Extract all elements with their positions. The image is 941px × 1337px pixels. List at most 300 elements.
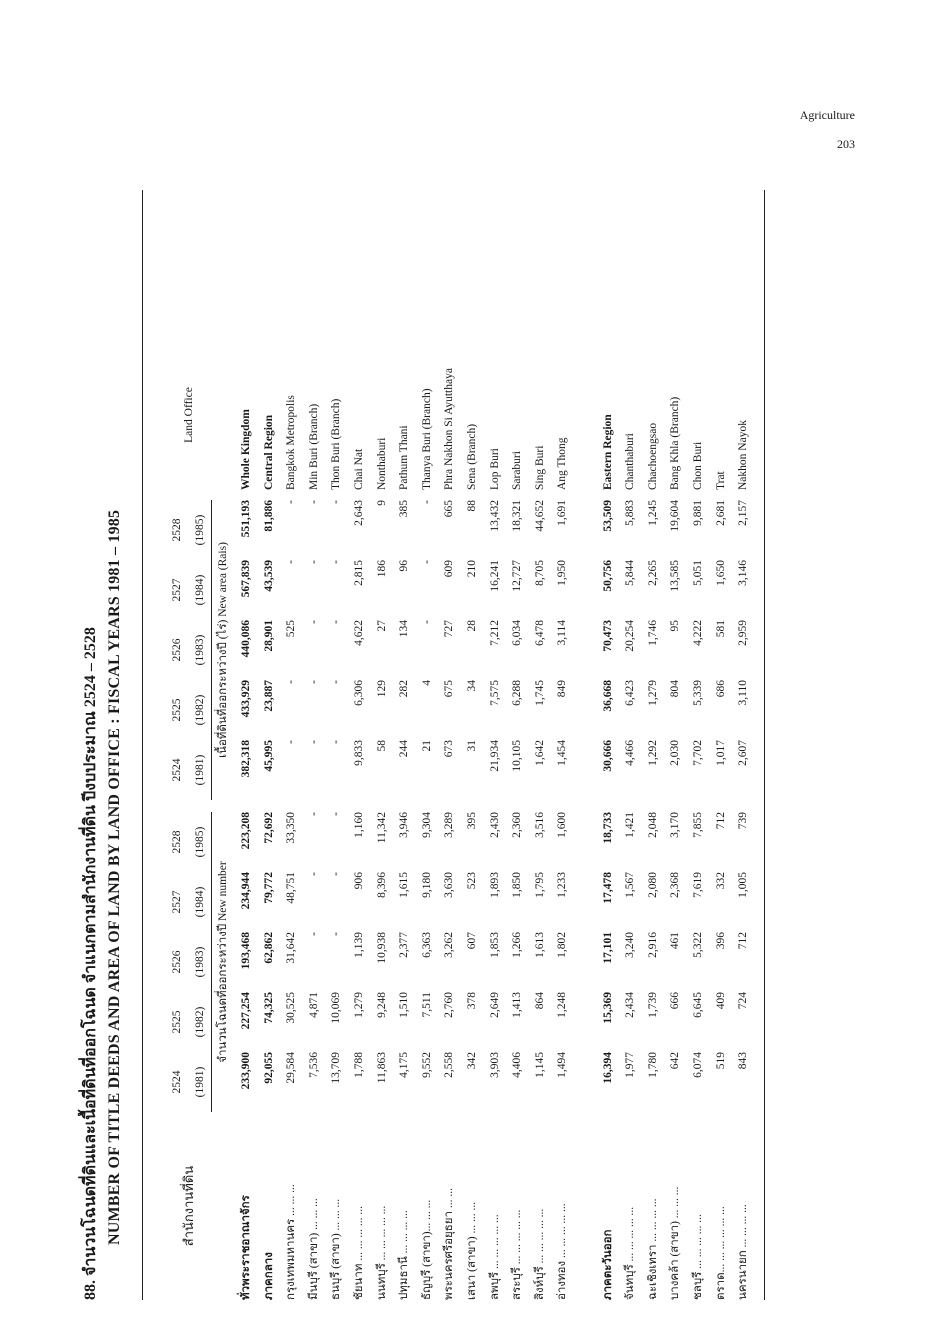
new-area-cell: -	[307, 680, 320, 684]
land-office-english: Bangkok Metropolis	[285, 395, 298, 490]
new-area-cell: 81,886	[262, 500, 275, 532]
new-number-cell: 1,893	[488, 872, 501, 898]
land-office-thai: นนทบุรี ... ... ... ... ...	[375, 1205, 388, 1300]
page-number: 203	[837, 137, 855, 151]
new-number-cell: 2,760	[443, 992, 456, 1018]
new-number-cell: 1,494	[556, 1052, 569, 1078]
new-number-cell: 62,862	[262, 932, 275, 964]
new-area-cell: 34	[466, 680, 479, 692]
year-th: 2524	[171, 1070, 184, 1094]
new-number-cell: 1,780	[646, 1052, 659, 1078]
new-area-cell: 95	[669, 620, 682, 632]
new-number-cell: -	[307, 812, 320, 816]
new-area-cell: 43,539	[262, 560, 275, 592]
land-office-english: Ang Thong	[556, 437, 569, 490]
new-number-cell: 31,642	[285, 932, 298, 964]
new-number-cell: 6,363	[420, 932, 433, 958]
year-ad: (1985)	[193, 826, 206, 858]
table-row	[551, 340, 574, 1300]
new-area-cell: -	[330, 560, 343, 564]
new-number-cell: 7,536	[307, 1052, 320, 1078]
new-area-cell: 18,321	[511, 500, 524, 532]
new-area-cell: -	[420, 560, 433, 564]
new-area-cell: 2,265	[646, 560, 659, 586]
new-number-cell: 332	[714, 872, 727, 890]
land-office-thai: ลพบุรี ... ... ... ... ...	[488, 1214, 501, 1300]
land-office-thai: เสนา (สาขา) ... ... ...	[466, 1201, 479, 1300]
new-area-cell: 1,746	[646, 620, 659, 646]
new-area-cell: 727	[443, 620, 456, 638]
new-area-cell: 134	[398, 620, 411, 638]
new-number-cell: 13,709	[330, 1052, 343, 1084]
new-number-cell: 2,434	[624, 992, 637, 1018]
new-number-cell: 1,510	[398, 992, 411, 1018]
table-row	[325, 340, 348, 1300]
new-number-cell: 2,048	[646, 812, 659, 838]
new-area-cell: 9	[375, 500, 388, 506]
table-title-english: NUMBER OF TITLE DEEDS AND AREA OF LAND BY LAND OFFICE : FISCAL YEARS 1981 – 1985	[106, 509, 123, 1245]
land-office-english: Chachoengsao	[646, 422, 659, 490]
new-area-cell: 2,681	[714, 500, 727, 526]
new-area-cell: 675	[443, 680, 456, 698]
new-number-cell: 1,802	[556, 932, 569, 958]
new-area-cell: 4,622	[353, 620, 366, 646]
year-th: 2527	[171, 578, 184, 602]
new-number-cell: 9,304	[420, 812, 433, 838]
new-number-cell: 3,262	[443, 932, 456, 958]
land-office-english: Sing Buri	[533, 445, 546, 490]
land-office-english: Eastern Region	[601, 414, 614, 490]
land-office-english: Min Buri (Branch)	[307, 403, 320, 490]
new-number-cell: 9,180	[420, 872, 433, 898]
new-area-cell: 686	[714, 680, 727, 698]
land-office-thai: พระนครศรีอยุธยา ... ...	[443, 1187, 456, 1300]
land-office-english: Chai Nat	[353, 448, 366, 490]
land-office-english: Central Region	[262, 414, 275, 490]
year-th: 2527	[171, 890, 184, 914]
table-row	[257, 340, 280, 1300]
land-office-thai: ชัยนาท ... ... ... ... ...	[353, 1206, 366, 1300]
new-number-cell: -	[307, 872, 320, 876]
table-row	[709, 340, 732, 1300]
new-number-cell: -	[330, 872, 343, 876]
new-number-cell: 17,101	[601, 932, 614, 964]
rotated-table-block	[78, 180, 838, 1300]
year-ad: (1982)	[193, 1006, 206, 1038]
new-number-cell: 3,903	[488, 1052, 501, 1078]
land-office-thai: จันทบุรี ... ... ... ... ...	[624, 1206, 637, 1300]
new-number-cell: 10,069	[330, 992, 343, 1024]
land-office-thai: ภาคกลาง	[262, 1252, 275, 1300]
new-number-cell: 72,692	[262, 812, 275, 844]
new-area-cell: 21	[420, 740, 433, 752]
new-area-cell: -	[285, 740, 298, 744]
new-number-cell: 1,421	[624, 812, 637, 838]
new-area-cell: 581	[714, 620, 727, 638]
section-spacer	[574, 340, 597, 1300]
new-area-cell: 567,839	[240, 560, 253, 598]
new-area-cell: -	[420, 620, 433, 624]
new-number-cell: 409	[714, 992, 727, 1010]
new-number-cell: 16,394	[601, 1052, 614, 1084]
new-area-cell: 1,691	[556, 500, 569, 526]
land-office-thai: บางคล้า (สาขา) ... ... ...	[669, 1186, 682, 1300]
new-area-cell: 1,279	[646, 680, 659, 706]
new-number-cell: 74,325	[262, 992, 275, 1024]
new-area-cell: 3,146	[737, 560, 750, 586]
new-area-cell: 1,292	[646, 740, 659, 766]
new-number-cell: -	[330, 932, 343, 936]
new-number-cell: 223,208	[240, 812, 253, 850]
new-area-cell: 849	[556, 680, 569, 698]
new-number-cell: 1,248	[556, 992, 569, 1018]
new-number-cell: 906	[353, 872, 366, 890]
new-number-cell: 1,795	[533, 872, 546, 898]
new-area-cell: 804	[669, 680, 682, 698]
year-ad: (1982)	[193, 694, 206, 726]
year-ad: (1984)	[193, 886, 206, 918]
land-office-english: Thon Buri (Branch)	[330, 398, 343, 490]
new-area-cell: 3,110	[737, 680, 750, 706]
new-number-cell: 4,871	[307, 992, 320, 1018]
header-row-groups	[212, 340, 235, 1300]
new-number-cell: 2,080	[646, 872, 659, 898]
new-area-cell: 70,473	[601, 620, 614, 652]
year-ad: (1984)	[193, 574, 206, 606]
new-area-cell: 609	[443, 560, 456, 578]
land-office-english: Pathum Thani	[398, 425, 411, 490]
new-area-cell: 23,887	[262, 680, 275, 712]
group-header-new-area: เนื้อที่ดินที่ออกระหว่างปี (ไร่) New area (Rais)	[212, 500, 235, 800]
new-area-cell: 6,288	[511, 680, 524, 706]
title-deeds-table	[166, 340, 754, 1300]
new-number-cell: 7,855	[691, 812, 704, 838]
table-row	[619, 340, 642, 1300]
new-area-cell: 1,454	[556, 740, 569, 766]
land-office-english: Saraburi	[511, 451, 524, 490]
table-row	[438, 340, 461, 1300]
new-number-cell: 1,739	[646, 992, 659, 1018]
new-area-cell: -	[330, 740, 343, 744]
table-row	[461, 340, 484, 1300]
new-area-cell: 96	[398, 560, 411, 572]
land-office-english: Bang Khla (Branch)	[669, 396, 682, 490]
new-number-cell: 1,615	[398, 872, 411, 898]
bottom-rule	[764, 190, 765, 1300]
new-number-cell: 739	[737, 812, 750, 830]
new-area-cell: 551,193	[240, 500, 253, 538]
new-number-cell: 15,369	[601, 992, 614, 1024]
table-row	[732, 340, 755, 1300]
new-area-cell: -	[330, 680, 343, 684]
new-number-cell: 342	[466, 1052, 479, 1070]
new-number-cell: 4,406	[511, 1052, 524, 1078]
new-area-cell: 13,432	[488, 500, 501, 532]
new-area-cell: 3,114	[556, 620, 569, 646]
new-area-cell: -	[307, 500, 320, 504]
new-number-cell: 2,430	[488, 812, 501, 838]
land-office-english: Nonthaburi	[375, 437, 388, 490]
new-area-cell: 28,901	[262, 620, 275, 652]
year-ad: (1983)	[193, 634, 206, 666]
new-number-cell: 395	[466, 812, 479, 830]
new-area-cell: 129	[375, 680, 388, 698]
new-number-cell: 1,145	[533, 1052, 546, 1078]
new-number-cell: 3,516	[533, 812, 546, 838]
table-row	[641, 340, 664, 1300]
year-th: 2524	[171, 758, 184, 782]
new-number-cell: 519	[714, 1052, 727, 1070]
year-th: 2526	[171, 950, 184, 974]
new-area-cell: 2,959	[737, 620, 750, 646]
new-area-cell: 12,727	[511, 560, 524, 592]
new-number-cell: 1,853	[488, 932, 501, 958]
new-area-cell: 6,423	[624, 680, 637, 706]
new-number-cell: 30,525	[285, 992, 298, 1024]
new-number-cell: 193,468	[240, 932, 253, 970]
new-number-cell: 2,360	[511, 812, 524, 838]
new-area-cell: 1,650	[714, 560, 727, 586]
new-number-cell: 3,946	[398, 812, 411, 838]
new-area-cell: -	[285, 680, 298, 684]
new-area-cell: 45,995	[262, 740, 275, 772]
new-number-cell: 1,600	[556, 812, 569, 838]
new-number-cell: 234,944	[240, 872, 253, 910]
new-area-cell: 2,815	[353, 560, 366, 586]
top-rule	[142, 190, 143, 1300]
land-office-thai: นครนายก ... ... ... ...	[737, 1204, 750, 1300]
table-row	[348, 340, 371, 1300]
new-area-cell: 1,245	[646, 500, 659, 526]
new-number-cell: 2,558	[443, 1052, 456, 1078]
new-number-cell: 712	[737, 932, 750, 950]
new-number-cell: 396	[714, 932, 727, 950]
new-number-cell: 5,322	[691, 932, 704, 958]
land-office-thai: ชลบุรี ... ... ... ... ...	[691, 1214, 704, 1300]
land-office-thai: ตราด... ... ... ... ... ...	[714, 1206, 727, 1300]
new-area-cell: 8,705	[533, 560, 546, 586]
land-office-thai: กรุงเทพมหานคร ... ... ...	[285, 1184, 298, 1300]
table-row	[687, 340, 710, 1300]
table-row	[664, 340, 687, 1300]
land-office-thai: ทั่วพระราชอาณาจักร	[240, 1195, 253, 1300]
new-number-cell: 712	[714, 812, 727, 830]
table-row	[416, 340, 439, 1300]
table-row	[303, 340, 326, 1300]
new-area-cell: 19,604	[669, 500, 682, 532]
table-row	[596, 340, 619, 1300]
land-office-thai: ภาคตะวันออก	[601, 1229, 614, 1300]
new-area-cell: 53,509	[601, 500, 614, 532]
running-header-section: Agriculture	[799, 108, 855, 122]
new-area-cell: 21,934	[488, 740, 501, 772]
new-area-cell: 5,844	[624, 560, 637, 586]
land-office-thai: สระบุรี ... ... ... ... ...	[511, 1209, 524, 1300]
new-number-cell: 9,248	[375, 992, 388, 1018]
new-number-cell: 1,977	[624, 1052, 637, 1078]
new-number-cell: 642	[669, 1052, 682, 1070]
new-number-cell: 523	[466, 872, 479, 890]
new-number-cell: 2,368	[669, 872, 682, 898]
new-number-cell: 11,342	[375, 812, 388, 844]
new-area-cell: 673	[443, 740, 456, 758]
new-area-cell: 9,881	[691, 500, 704, 526]
new-area-cell: 31	[466, 740, 479, 752]
new-number-cell: 11,863	[375, 1052, 388, 1084]
new-number-cell: 1,279	[353, 992, 366, 1018]
new-area-cell: -	[285, 560, 298, 564]
year-th: 2528	[171, 518, 184, 542]
new-area-cell: -	[307, 740, 320, 744]
new-area-cell: 1,642	[533, 740, 546, 766]
header-row-years-thai	[166, 340, 189, 1300]
new-area-cell: 2,643	[353, 500, 366, 526]
land-office-thai: อ่างทอง ... ... ... ... ...	[556, 1203, 569, 1300]
new-area-cell: 433,929	[240, 680, 253, 718]
table-row	[280, 340, 303, 1300]
new-number-cell: 48,751	[285, 872, 298, 904]
new-area-cell: 4,466	[624, 740, 637, 766]
new-area-cell: -	[330, 500, 343, 504]
land-office-thai: สิงห์บุรี ... ... ... ... ...	[533, 1208, 546, 1300]
year-th: 2526	[171, 638, 184, 662]
new-area-cell: 5,051	[691, 560, 704, 586]
new-number-cell: 9,552	[420, 1052, 433, 1078]
land-office-english: Phra Nakhon Si Ayutthaya	[443, 368, 456, 490]
land-office-english: Chon Buri	[691, 441, 704, 490]
new-area-cell: 382,318	[240, 740, 253, 778]
new-area-cell: 13,585	[669, 560, 682, 592]
new-area-cell: 210	[466, 560, 479, 578]
new-area-cell: 30,666	[601, 740, 614, 772]
new-number-cell: 79,772	[262, 872, 275, 904]
new-area-cell: 1,745	[533, 680, 546, 706]
new-area-cell: 7,212	[488, 620, 501, 646]
new-area-cell: 58	[375, 740, 388, 752]
new-area-cell: -	[330, 620, 343, 624]
table-title-thai: 88. จำนวนโฉนดที่ดินและเนื้อที่ดินที่ออกโฉนด จำแนกตามสำนักงานที่ดิน ปีงบประมาณ 2524 – 2528	[82, 627, 99, 1300]
table-row	[370, 340, 393, 1300]
stub-header-english: Land Office	[182, 387, 195, 443]
table-row	[235, 340, 258, 1300]
new-area-cell: 4,222	[691, 620, 704, 646]
new-area-cell: -	[420, 500, 433, 504]
land-office-thai: ธัญบุรี (สาขา)... ... ...	[420, 1199, 433, 1300]
new-number-cell: 3,289	[443, 812, 456, 838]
new-number-cell: 7,619	[691, 872, 704, 898]
new-number-cell: 1,139	[353, 932, 366, 958]
new-number-cell: 3,630	[443, 872, 456, 898]
new-area-cell: 6,306	[353, 680, 366, 706]
new-number-cell: 8,396	[375, 872, 388, 898]
new-area-cell: 5,339	[691, 680, 704, 706]
land-office-thai: ธนบุรี (สาขา) ... ... ...	[330, 1198, 343, 1300]
new-area-cell: 10,105	[511, 740, 524, 772]
new-area-cell: 9,833	[353, 740, 366, 766]
land-office-english: Nakhon Nayok	[737, 420, 750, 490]
new-area-cell: 28	[466, 620, 479, 632]
new-number-cell: 378	[466, 992, 479, 1010]
year-th: 2528	[171, 830, 184, 854]
year-ad: (1985)	[193, 514, 206, 546]
year-ad: (1981)	[193, 754, 206, 786]
new-area-cell: 244	[398, 740, 411, 758]
new-area-cell: 2,030	[669, 740, 682, 766]
new-area-cell: 2,157	[737, 500, 750, 526]
new-number-cell: 607	[466, 932, 479, 950]
new-number-cell: 1,613	[533, 932, 546, 958]
new-number-cell: 1,160	[353, 812, 366, 838]
new-area-cell: 88	[466, 500, 479, 512]
new-number-cell: 864	[533, 992, 546, 1010]
land-office-english: Whole Kingdom	[240, 409, 253, 490]
new-number-cell: 724	[737, 992, 750, 1010]
table-row	[506, 340, 529, 1300]
new-number-cell: 843	[737, 1052, 750, 1070]
new-number-cell: 227,254	[240, 992, 253, 1030]
new-area-cell: 50,756	[601, 560, 614, 592]
year-ad: (1983)	[193, 946, 206, 978]
new-area-cell: 385	[398, 500, 411, 518]
land-office-thai: ฉะเชิงเทรา ... ... ... ...	[646, 1198, 659, 1300]
new-number-cell: 6,645	[691, 992, 704, 1018]
stub-header-thai: สำนักงานที่ดิน	[181, 1165, 197, 1247]
new-number-cell: 92,055	[262, 1052, 275, 1084]
new-number-cell: 1,567	[624, 872, 637, 898]
new-number-cell: -	[307, 932, 320, 936]
new-number-cell: 666	[669, 992, 682, 1010]
new-area-cell: 4	[420, 680, 433, 686]
land-office-english: Thanya Buri (Branch)	[420, 388, 433, 490]
new-area-cell: 1,950	[556, 560, 569, 586]
new-number-cell: 1,233	[556, 872, 569, 898]
new-area-cell: 6,034	[511, 620, 524, 646]
new-area-cell: 44,652	[533, 500, 546, 532]
land-office-english: Sena (Branch)	[466, 423, 479, 490]
land-office-english: Lop Buri	[488, 448, 501, 490]
new-area-cell: -	[307, 620, 320, 624]
new-number-cell: 10,938	[375, 932, 388, 964]
new-number-cell: 6,074	[691, 1052, 704, 1078]
new-area-cell: 525	[285, 620, 298, 638]
table-row	[393, 340, 416, 1300]
table-row	[529, 340, 552, 1300]
new-number-cell: 33,350	[285, 812, 298, 844]
new-area-cell: 27	[375, 620, 388, 632]
new-area-cell: 16,241	[488, 560, 501, 592]
new-area-cell: 6,478	[533, 620, 546, 646]
land-office-english: Trat	[714, 471, 727, 490]
new-number-cell: 2,649	[488, 992, 501, 1018]
new-area-cell: 665	[443, 500, 456, 518]
group-header-new-number: จำนวนโฉนดที่ออกระหว่างปี New number	[212, 812, 235, 1112]
new-number-cell: 17,478	[601, 872, 614, 904]
new-area-cell: 440,086	[240, 620, 253, 658]
new-area-cell: 1,017	[714, 740, 727, 766]
table-row	[483, 340, 506, 1300]
new-number-cell: 29,584	[285, 1052, 298, 1084]
year-th: 2525	[171, 1010, 184, 1034]
new-number-cell: 18,733	[601, 812, 614, 844]
new-number-cell: 4,175	[398, 1052, 411, 1078]
new-number-cell: 461	[669, 932, 682, 950]
new-area-cell: 20,254	[624, 620, 637, 652]
year-ad: (1981)	[193, 1066, 206, 1098]
new-number-cell: 2,377	[398, 932, 411, 958]
new-area-cell: 7,575	[488, 680, 501, 706]
land-office-english: Chanthaburi	[624, 433, 637, 490]
new-number-cell: 233,900	[240, 1052, 253, 1090]
